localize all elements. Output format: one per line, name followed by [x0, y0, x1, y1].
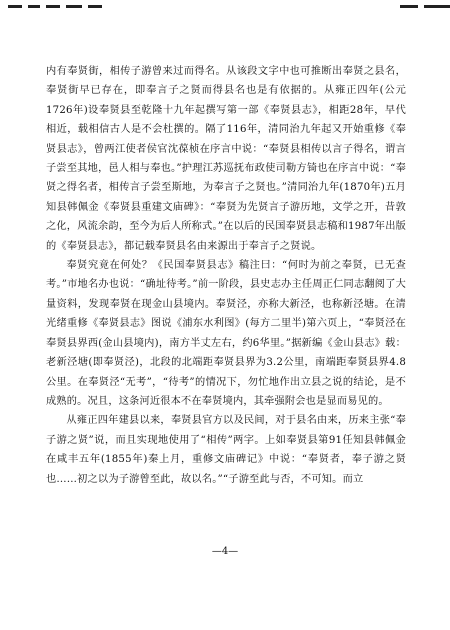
page-number: —4—	[211, 546, 239, 557]
header-mark	[28, 5, 40, 8]
header-mark	[424, 5, 450, 8]
paragraph	[46, 256, 406, 411]
header-mark	[8, 5, 22, 8]
header-mark	[400, 5, 418, 8]
paragraph-text: 奉贤究竟在何处？《民国奉贤县志》稿注曰：“何时为前之奉贤，已无查考。”市地名办也说：“确址待考。”前一阶段，县史志办主任周正仁同志翻阅了大量资料，发现奉贤在现金山县境内。奉贤泾，亦称大新泾，也称新泾塘。在清光绪重修《奉贤县志》图说《浦东水利图》(每方二里半)第六页上，“奉贤泾在奉贤县界西(金山县境内)，南方半丈左右，约6华里。”据新编《金山县志》载：老新泾塘(即奉贤泾)，北段的北端距奉贤县界为3.2公里，南端距奉贤县界4.8公里。在奉贤泾“无考”，“待考”的情况下，勿忙地作出立县之说的结论，是不成熟的。况且，这条河近很本不在奉贤境内，其牵强附会也是显而易见的。	[46, 260, 406, 407]
header-mark	[66, 5, 82, 8]
header-mark	[88, 5, 102, 8]
paragraph	[46, 411, 406, 489]
header-mark	[46, 5, 60, 8]
paragraph-text: 从雍正四年建县以来，奉贤县官方以及民间，对于县名由来，历来主张“奉子游之贤”说，而且实现地使用了“相传”两字。上如奉贤县第91任知县韩佩金在咸丰五年(1855年)秦上月，重修文庙碑记》中说：“奉贤者，奉子游之贤也……初之以为子游曾至此，故以名。”“子游至此与否，不可知。而立	[46, 415, 406, 485]
paragraph	[46, 62, 406, 256]
scan-header-marks	[0, 0, 450, 12]
document-page	[46, 62, 406, 489]
paragraph-text: 内有奉贤街，相传子游曾来过而得名。从该段文字中也可推断出奉贤之县名，奉贤街早已存在，即奉言子之贤而得县名也是有依据的。从雍正四年(公元1726年)设奉贤县至乾隆十九年起撰写第一部《奉贤县志》，相距28年，早代相近，载相信古人是不会杜撰的。隔了116年，清同治九年起又开始重修《奉贤县志》，曾两江使者侯官沈葆桢在序言中说：“奉贤县相传以言子得名，谓言子尝至其地，邑人相与奉也。”护理江苏巡抚布政使司勒方锜也在序言中说：“奉贤之得名者，相传言子尝至斯地，为奉言子之贤也。”清同治九年(1870年)五月知县韩佩金《奉贤县重建文庙碑》：“奉贤为先贤言子游历地，文学之开，昔敦之化，风流余韵，至今为后人所称式。”在以后的民国奉贤县志稿和1987年出版的《奉贤县志》，都记载奉贤县名由来源出于奉言子之贤说。	[46, 66, 406, 252]
